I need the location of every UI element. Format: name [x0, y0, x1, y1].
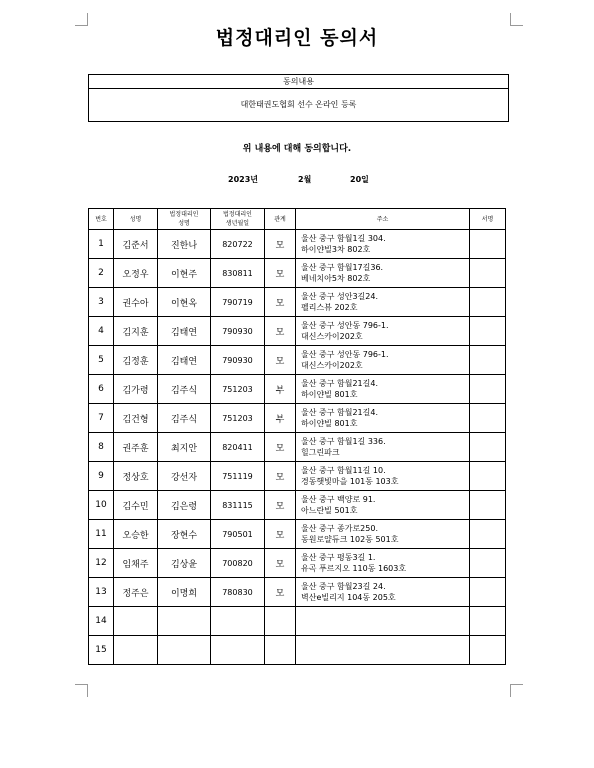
row-signature[interactable]: [470, 491, 506, 520]
header-guardian-dob-line2: 생년월일: [225, 220, 250, 227]
row-name: 김지훈: [114, 317, 158, 346]
row-signature[interactable]: [470, 404, 506, 433]
date-year: 2023년: [228, 175, 258, 184]
header-name: 성명: [114, 209, 158, 230]
table-row: [89, 259, 506, 288]
row-guardian-dob: 751119: [211, 462, 265, 491]
table-row: [89, 462, 506, 491]
header-guardian-dob: [211, 209, 265, 230]
row-relation: 모: [265, 462, 296, 491]
address-line-1: 울산 중구 성안동 796-1.: [301, 321, 389, 330]
row-signature[interactable]: [470, 433, 506, 462]
row-relation: 모: [265, 346, 296, 375]
row-no: 7: [89, 404, 114, 433]
address-line-2: 하이얀빌 801호: [301, 390, 358, 399]
row-no: 12: [89, 549, 114, 578]
row-address: [296, 317, 470, 346]
row-signature[interactable]: [470, 259, 506, 288]
address-line-1: 울산 중구 함월17길36.: [301, 263, 384, 272]
row-name: 김준서: [114, 230, 158, 259]
row-guardian-name: 김태연: [158, 317, 211, 346]
row-name: 정주은: [114, 578, 158, 607]
row-address: [296, 404, 470, 433]
crop-mark-bottom-left: [75, 684, 88, 697]
row-no: 9: [89, 462, 114, 491]
header-signature: 서명: [470, 209, 506, 230]
row-signature[interactable]: [470, 578, 506, 607]
table-row: [89, 578, 506, 607]
row-name: 김정훈: [114, 346, 158, 375]
address-line-1: 울산 중구 함월21길4.: [301, 408, 378, 417]
row-name: 김수민: [114, 491, 158, 520]
row-address: [296, 607, 470, 636]
row-name: 김건형: [114, 404, 158, 433]
row-address: [296, 578, 470, 607]
address-line-1: 울산 중구 함월21길4.: [301, 379, 378, 388]
row-guardian-dob: 751203: [211, 375, 265, 404]
row-guardian-name: 김상윤: [158, 549, 211, 578]
row-address: [296, 288, 470, 317]
row-relation: [265, 607, 296, 636]
consent-statement: 위 내용에 대해 동의합니다.: [242, 144, 352, 154]
row-no: 13: [89, 578, 114, 607]
row-no: 5: [89, 346, 114, 375]
row-name: 오승한: [114, 520, 158, 549]
row-name: [114, 636, 158, 665]
agreement-header: 동의내용: [89, 75, 508, 89]
row-address: [296, 491, 470, 520]
table-row: [89, 404, 506, 433]
agreement-content: 대한태권도협회 선수 온라인 등록: [240, 100, 357, 109]
row-name: 오정우: [114, 259, 158, 288]
row-signature[interactable]: [470, 636, 506, 665]
row-relation: 모: [265, 549, 296, 578]
address-line-1: 울산 중구 함월23길 24.: [301, 582, 386, 591]
row-no: 11: [89, 520, 114, 549]
row-guardian-dob: 790930: [211, 346, 265, 375]
header-address: 주소: [296, 209, 470, 230]
date-month: 2월: [298, 175, 312, 184]
row-no: 2: [89, 259, 114, 288]
table-row: [89, 375, 506, 404]
table-row: [89, 607, 506, 636]
row-address: [296, 549, 470, 578]
row-guardian-name: [158, 636, 211, 665]
address-line-2: 하이얀빌 801호: [301, 419, 358, 428]
row-relation: 모: [265, 317, 296, 346]
row-relation: 모: [265, 520, 296, 549]
header-guardian-name-line2: 성명: [178, 220, 190, 227]
row-address: [296, 462, 470, 491]
row-address: [296, 375, 470, 404]
row-address: [296, 230, 470, 259]
row-address: [296, 636, 470, 665]
address-line-2: 베네치아5차 802호: [301, 274, 371, 283]
row-guardian-dob: 790501: [211, 520, 265, 549]
address-line-1: 울산 중구 성안3길24.: [301, 292, 378, 301]
address-line-1: 울산 중구 함월1길 336.: [301, 437, 386, 446]
row-relation: 부: [265, 404, 296, 433]
row-address: [296, 433, 470, 462]
row-guardian-name: 이현옥: [158, 288, 211, 317]
row-no: 4: [89, 317, 114, 346]
address-line-2: 동원로얄듀크 102동 501호: [301, 535, 399, 544]
row-relation: 모: [265, 578, 296, 607]
row-relation: 부: [265, 375, 296, 404]
row-guardian-name: 강선자: [158, 462, 211, 491]
row-guardian-name: 최지안: [158, 433, 211, 462]
header-relation: 관계: [265, 209, 296, 230]
address-line-2: 벽산e빌리지 104동 205호: [301, 593, 396, 602]
row-guardian-dob: [211, 607, 265, 636]
table-header-row: [89, 209, 506, 230]
row-guardian-name: 김태연: [158, 346, 211, 375]
row-guardian-dob: 820411: [211, 433, 265, 462]
row-signature[interactable]: [470, 346, 506, 375]
row-no: 10: [89, 491, 114, 520]
roster-table: [88, 208, 506, 665]
row-name: 권주훈: [114, 433, 158, 462]
row-guardian-name: 김주식: [158, 375, 211, 404]
row-signature[interactable]: [470, 317, 506, 346]
document-title: 법정대리인 동의서: [215, 27, 379, 49]
address-line-2: 유곡 푸르지오 110동 1603호: [301, 564, 407, 573]
row-no: 6: [89, 375, 114, 404]
row-signature[interactable]: [470, 607, 506, 636]
row-relation: 모: [265, 433, 296, 462]
row-guardian-name: [158, 607, 211, 636]
row-relation: [265, 636, 296, 665]
row-signature[interactable]: [470, 288, 506, 317]
row-name: 김가령: [114, 375, 158, 404]
address-line-1: 울산 중구 백양로 91.: [301, 495, 376, 504]
row-guardian-name: 김주식: [158, 404, 211, 433]
header-no: 번호: [89, 209, 114, 230]
address-line-2: 경동햇빛마을 101동 103호: [301, 477, 399, 486]
table-row: [89, 230, 506, 259]
row-address: [296, 259, 470, 288]
row-guardian-dob: 751203: [211, 404, 265, 433]
crop-mark-bottom-right: [510, 684, 523, 697]
row-guardian-name: 이현주: [158, 259, 211, 288]
table-row: [89, 317, 506, 346]
row-no: 8: [89, 433, 114, 462]
row-guardian-dob: [211, 636, 265, 665]
row-relation: 모: [265, 259, 296, 288]
row-name: 임채주: [114, 549, 158, 578]
row-guardian-dob: 820722: [211, 230, 265, 259]
address-line-2: 대신스카이202호: [301, 361, 363, 370]
row-relation: 모: [265, 230, 296, 259]
row-signature[interactable]: [470, 520, 506, 549]
row-no: 1: [89, 230, 114, 259]
table-row: [89, 433, 506, 462]
address-line-2: 아느란빌 501호: [301, 506, 358, 515]
row-no: 15: [89, 636, 114, 665]
row-guardian-name: 김은령: [158, 491, 211, 520]
header-guardian-name: [158, 209, 211, 230]
row-signature[interactable]: [470, 230, 506, 259]
table-row: [89, 636, 506, 665]
address-line-2: 하이얀빌3차 802호: [301, 245, 371, 254]
row-address: [296, 520, 470, 549]
row-address: [296, 346, 470, 375]
address-line-1: 울산 중구 함월1길 304.: [301, 234, 386, 243]
row-guardian-name: 이명희: [158, 578, 211, 607]
header-guardian-dob-line1: 법정대리인: [223, 211, 252, 218]
row-relation: 모: [265, 288, 296, 317]
address-line-1: 울산 중구 평동3길 1.: [301, 553, 376, 562]
row-signature[interactable]: [470, 462, 506, 491]
address-line-1: 울산 중구 성안동 796-1.: [301, 350, 389, 359]
table-row: [89, 346, 506, 375]
row-guardian-dob: 790930: [211, 317, 265, 346]
table-row: [89, 288, 506, 317]
row-guardian-dob: 831115: [211, 491, 265, 520]
address-line-2: 힐그린파크: [301, 448, 340, 457]
row-guardian-dob: 830811: [211, 259, 265, 288]
row-relation: 모: [265, 491, 296, 520]
table-row: [89, 520, 506, 549]
address-line-2: 대신스카이202호: [301, 332, 363, 341]
row-signature[interactable]: [470, 549, 506, 578]
table-row: [89, 549, 506, 578]
agreement-box: [88, 74, 509, 122]
row-guardian-dob: 700820: [211, 549, 265, 578]
row-guardian-name: 장현수: [158, 520, 211, 549]
date-day: 20일: [350, 175, 369, 184]
row-name: 권수아: [114, 288, 158, 317]
header-guardian-name-line1: 법정대리인: [169, 211, 199, 218]
address-line-1: 울산 중구 종가로250.: [301, 524, 378, 533]
row-no: 3: [89, 288, 114, 317]
row-name: 정상호: [114, 462, 158, 491]
row-guardian-dob: 780830: [211, 578, 265, 607]
table-row: [89, 491, 506, 520]
row-signature[interactable]: [470, 375, 506, 404]
row-name: [114, 607, 158, 636]
row-no: 14: [89, 607, 114, 636]
address-line-2: 펠리스뷰 202호: [301, 303, 358, 312]
row-guardian-name: 진한나: [158, 230, 211, 259]
address-line-1: 울산 중구 함월11길 10.: [301, 466, 386, 475]
row-guardian-dob: 790719: [211, 288, 265, 317]
